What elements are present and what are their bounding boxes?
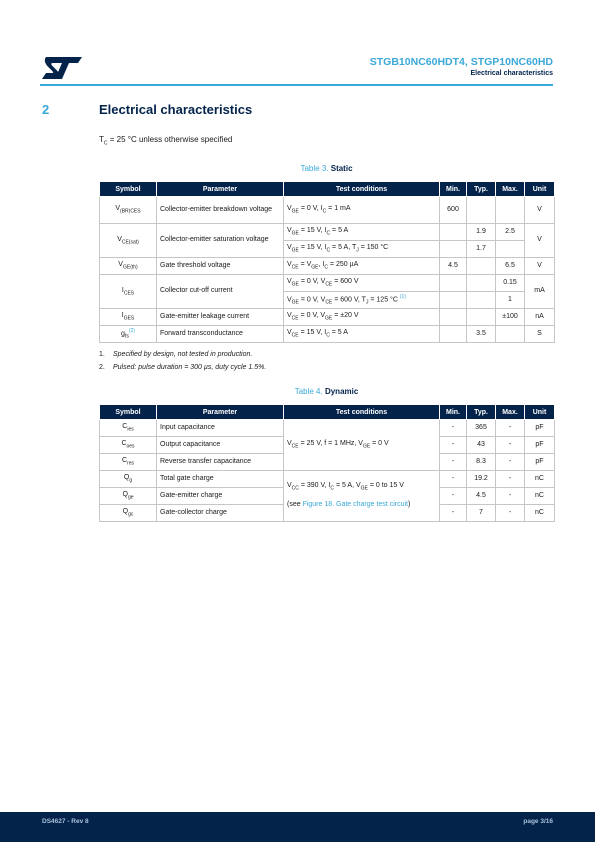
condition-cell: $V_{GE} = 0$ V, $V_{CE} = 600$ V	[284, 275, 440, 292]
unit-cell: V	[525, 197, 555, 224]
min-cell: -	[440, 454, 467, 471]
col-header: Typ.	[467, 182, 496, 197]
col-header: Min.	[440, 405, 467, 420]
condition-cell: $V_{GE} = 15$ V, $I_C = 5$ A	[284, 224, 440, 241]
col-header: Min.	[440, 182, 467, 197]
col-header: Parameter	[157, 182, 284, 197]
condition-cell: $V_{GE} = 0$ V, $I_C = 1$ mA	[284, 197, 440, 224]
footer-bar	[0, 815, 595, 842]
page-number: page 3/16	[523, 818, 553, 825]
max-cell: -	[496, 437, 525, 454]
header-rule	[40, 84, 553, 86]
unit-cell: V	[525, 258, 555, 275]
max-cell	[496, 197, 525, 224]
condition-cell: $V_{CE} = 0$ V, $V_{GE} = \pm 20$ V	[284, 309, 440, 326]
condition-cell: $V_{GE} = 0$ V, $V_{CE} = 600$ V, $T_J = 125$ °C $^{(1)}$	[284, 292, 440, 309]
col-header: Typ.	[467, 405, 496, 420]
symbol-cell: $I_{GES}$	[100, 309, 157, 326]
col-header: Test conditions	[284, 182, 440, 197]
footnote-ref[interactable]: (2)	[128, 328, 135, 335]
col-header: Unit	[525, 182, 555, 197]
condition-cell: $V_{CE} = 25$ V, f = 1 MHz, $V_{GE} = 0$ V	[284, 420, 440, 471]
table-notes	[99, 348, 266, 374]
st-logo	[40, 55, 84, 81]
condition-cell: $V_{CE} = V_{GE}$, $I_C = 250$ µA	[284, 258, 440, 275]
unit-cell: pF	[525, 454, 555, 471]
min-cell: -	[440, 420, 467, 437]
section-number: 2	[42, 102, 50, 117]
table-row	[100, 197, 555, 224]
max-cell: 1	[496, 292, 525, 309]
unit-cell: pF	[525, 420, 555, 437]
table-header-row	[100, 405, 555, 420]
min-cell: -	[440, 471, 467, 488]
symbol-cell: $I_{CES}$	[100, 275, 157, 309]
symbol-cell: $Q_{gc}$	[100, 505, 157, 522]
typ-cell	[467, 275, 496, 292]
typ-cell	[467, 197, 496, 224]
figure-link[interactable]: Figure 18. Gate charge test circuit	[302, 500, 408, 508]
col-header: Test conditions	[284, 405, 440, 420]
max-cell: -	[496, 454, 525, 471]
max-cell: 0.15	[496, 275, 525, 292]
symbol-cell: $V_{(BR)CES}$	[100, 197, 157, 224]
parameter-cell: Output capacitance	[157, 437, 284, 454]
col-header: Max.	[496, 182, 525, 197]
max-cell: -	[496, 471, 525, 488]
col-header: Symbol	[100, 405, 157, 420]
table-row	[100, 258, 555, 275]
unit-cell: V	[525, 224, 555, 258]
condition-cell: $V_{CE} = 15$ V, $I_C = 5$ A	[284, 326, 440, 343]
min-cell: -	[440, 437, 467, 454]
symbol-cell: $Q_{ge}$	[100, 488, 157, 505]
parameter-cell: Gate-emitter charge	[157, 488, 284, 505]
symbol-cell: $Q_g$	[100, 471, 157, 488]
typ-cell: 3.5	[467, 326, 496, 343]
dynamic-table	[99, 404, 555, 522]
unit-cell: nC	[525, 505, 555, 522]
symbol-cell: $V_{CE(sat)}$	[100, 224, 157, 258]
table-header-row	[100, 182, 555, 197]
footnote-ref[interactable]: (1)	[399, 294, 406, 301]
symbol-cell: $C_{res}$	[100, 454, 157, 471]
table-row	[100, 309, 555, 326]
document-title: STGB10NC60HDT4, STGP10NC60HD	[369, 56, 553, 68]
parameter-cell: Gate-emitter leakage current	[157, 309, 284, 326]
min-cell: -	[440, 488, 467, 505]
typ-cell: 43	[467, 437, 496, 454]
typ-cell	[467, 292, 496, 309]
min-cell	[440, 241, 467, 258]
max-cell: -	[496, 488, 525, 505]
max-cell: 6.5	[496, 258, 525, 275]
static-table	[99, 181, 555, 343]
parameter-cell: Input capacitance	[157, 420, 284, 437]
table-row	[100, 326, 555, 343]
max-cell	[496, 241, 525, 258]
typ-cell	[467, 309, 496, 326]
unit-cell: mA	[525, 275, 555, 309]
max-cell: ±100	[496, 309, 525, 326]
symbol-cell: $V_{GE(th)}$	[100, 258, 157, 275]
unit-cell: nC	[525, 471, 555, 488]
min-cell	[440, 275, 467, 292]
table4-caption: Table 4. Dynamic	[294, 387, 359, 396]
parameter-cell: Reverse transfer capacitance	[157, 454, 284, 471]
symbol-cell: $C_{oes}$	[100, 437, 157, 454]
min-cell: 4.5	[440, 258, 467, 275]
min-cell	[440, 309, 467, 326]
table-row	[100, 275, 555, 292]
max-cell	[496, 326, 525, 343]
max-cell: 2.5	[496, 224, 525, 241]
min-cell: 600	[440, 197, 467, 224]
col-header: Parameter	[157, 405, 284, 420]
condition-cell: $V_{CC} = 390$ V, $I_C = 5$ A, $V_{GE} = 0$ to 15 V (see Figure 18. Gate charge test circuit)	[284, 471, 440, 522]
typ-cell	[467, 258, 496, 275]
document-revision: DS4627 - Rev 8	[42, 818, 89, 825]
parameter-cell: Collector-emitter saturation voltage	[157, 224, 284, 258]
typ-cell: 1.7	[467, 241, 496, 258]
typ-cell: 8.3	[467, 454, 496, 471]
unit-cell: S	[525, 326, 555, 343]
min-cell	[440, 292, 467, 309]
parameter-cell: Total gate charge	[157, 471, 284, 488]
temperature-condition: $T_C = 25$ °C unless otherwise specified	[99, 135, 233, 147]
unit-cell: nA	[525, 309, 555, 326]
max-cell: -	[496, 420, 525, 437]
col-header: Unit	[525, 405, 555, 420]
typ-cell: 7	[467, 505, 496, 522]
typ-cell: 1.9	[467, 224, 496, 241]
symbol-cell: $g_{fs}^{(2)}$	[100, 326, 157, 343]
table-row	[100, 224, 555, 241]
min-cell	[440, 326, 467, 343]
condition-cell: $V_{GE} = 15$ V, $I_C = 5$ A, $T_J = 150$ °C	[284, 241, 440, 258]
col-header: Max.	[496, 405, 525, 420]
min-cell: -	[440, 505, 467, 522]
parameter-cell: Collector cut-off current	[157, 275, 284, 309]
min-cell	[440, 224, 467, 241]
typ-cell: 19.2	[467, 471, 496, 488]
col-header: Symbol	[100, 182, 157, 197]
parameter-cell: Gate threshold voltage	[157, 258, 284, 275]
table-row	[100, 420, 555, 437]
max-cell: -	[496, 505, 525, 522]
footnote: 2. Pulsed: pulse duration = 300 µs, duty cycle 1.5%.	[99, 364, 267, 371]
section-header-label: Electrical characteristics	[470, 70, 553, 77]
table3-caption: Table 3. Static	[300, 164, 353, 173]
typ-cell: 365	[467, 420, 496, 437]
section-title: Electrical characteristics	[99, 102, 253, 117]
parameter-cell: Gate-collector charge	[157, 505, 284, 522]
unit-cell: pF	[525, 437, 555, 454]
parameter-cell: Collector-emitter breakdown voltage	[157, 197, 284, 224]
typ-cell: 4.5	[467, 488, 496, 505]
parameter-cell: Forward transconductance	[157, 326, 284, 343]
symbol-cell: $C_{ies}$	[100, 420, 157, 437]
footnote: 1. Specified by design, not tested in production.	[99, 351, 253, 358]
table-row	[100, 471, 555, 488]
unit-cell: nC	[525, 488, 555, 505]
